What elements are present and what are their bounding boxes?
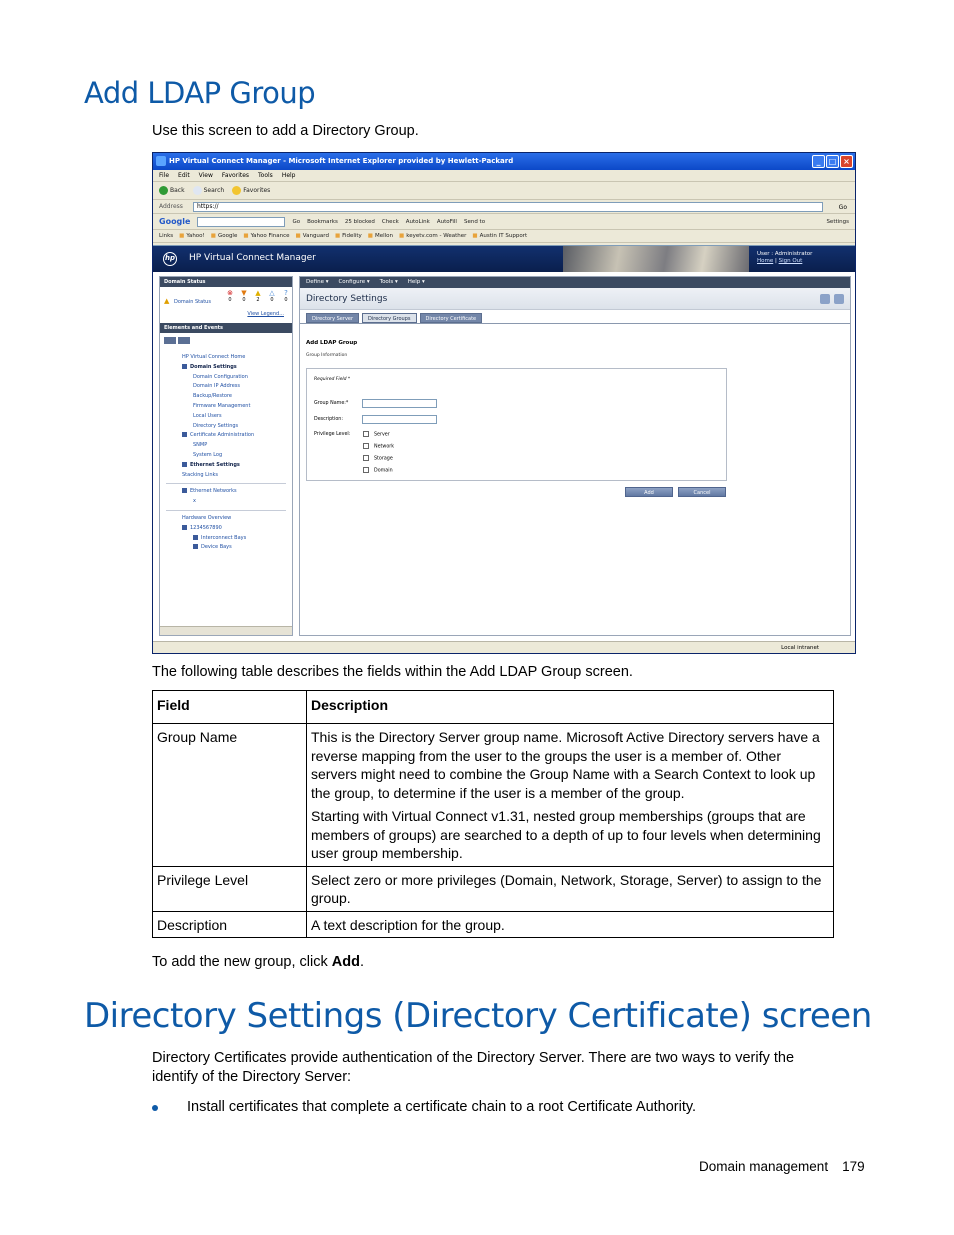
- vcm-header: [153, 246, 856, 272]
- menu-help-vc[interactable]: Help ▾: [407, 279, 425, 285]
- google-autofill[interactable]: AutoFill: [436, 219, 457, 225]
- address-input[interactable]: https://: [193, 202, 823, 212]
- add-instruction-end: .: [359, 954, 364, 970]
- checkbox-label: Storage: [374, 456, 393, 462]
- status-counters: [226, 289, 290, 303]
- tree-node[interactable]: [160, 524, 292, 534]
- back-icon: [159, 186, 168, 195]
- page-footer: [699, 1159, 865, 1174]
- back-label: Back: [170, 187, 185, 194]
- bullet-icon: [152, 1105, 158, 1111]
- add-instruction-bold: Add: [331, 954, 360, 970]
- tree-node[interactable]: [160, 451, 292, 461]
- link-weather[interactable]: ■ keyetv.com - Weather: [399, 230, 466, 242]
- tree-node[interactable]: [160, 353, 292, 363]
- page-number: 179: [842, 1159, 865, 1174]
- expand-icon[interactable]: [182, 432, 187, 437]
- google-sendto[interactable]: Send to: [463, 219, 486, 225]
- major-icon: ▼: [241, 289, 247, 297]
- ie-window-screenshot: [152, 152, 856, 654]
- user-line: User : Administrator: [757, 251, 813, 257]
- link-vanguard[interactable]: ■ Vanguard: [296, 230, 329, 242]
- window-title: HP Virtual Connect Manager - Microsoft Internet Explorer provided by Hewlett-Packard: [169, 157, 514, 165]
- tree-node[interactable]: [160, 471, 292, 481]
- star-icon: [232, 186, 241, 195]
- hp-logo-icon: hp: [163, 252, 177, 266]
- tree-node-label: x: [193, 498, 196, 505]
- checkbox-box[interactable]: [363, 443, 369, 449]
- info-count: 0: [270, 297, 274, 303]
- table-row: [153, 911, 834, 938]
- expand-icon[interactable]: [193, 544, 198, 549]
- tree-node-label: Certificate Administration: [190, 432, 255, 439]
- search-icon: [193, 186, 202, 195]
- warning-icon: ▲: [164, 297, 170, 305]
- critical-icon: ⊗: [227, 289, 233, 297]
- navigation-tree: [160, 333, 292, 553]
- section-title-add-ldap-group: Add LDAP Group: [84, 76, 316, 110]
- bullet-text: Install certificates that complete a certificate chain to a root Certificate Authority.: [187, 1099, 697, 1115]
- major-count: 0: [242, 297, 246, 303]
- menu-favorites[interactable]: Favorites: [221, 172, 250, 179]
- address-label: Address: [159, 203, 183, 210]
- minor-icon: ▲: [255, 289, 261, 297]
- table-row: [153, 866, 834, 911]
- link-google[interactable]: ■ Google: [211, 230, 238, 242]
- tree-node-label: System Log: [193, 451, 223, 458]
- description-cell: A text description for the group.: [307, 911, 834, 938]
- checkbox-label: Network: [374, 444, 395, 450]
- user-box: User : Administrator Home | Sign Out: [757, 251, 813, 264]
- checkbox-box[interactable]: [363, 455, 369, 461]
- expand-icon[interactable]: [182, 525, 187, 530]
- add-button[interactable]: Add: [625, 487, 673, 497]
- browser-menubar: [153, 170, 855, 182]
- google-logo: Google: [159, 217, 191, 226]
- tree-node-label: HP Virtual Connect Home: [182, 354, 246, 360]
- tree-node-label: 1234567890: [190, 524, 222, 531]
- group-name-label: Group Name:*: [314, 401, 349, 406]
- sidebar-scrollbar[interactable]: [160, 626, 292, 635]
- tree-node-label: Domain IP Address: [193, 383, 240, 390]
- browser-statusbar: [153, 641, 856, 654]
- checkbox-box[interactable]: [363, 467, 369, 473]
- expand-icon[interactable]: [182, 488, 187, 493]
- checkbox-server[interactable]: [363, 431, 390, 438]
- group-form: [306, 368, 727, 481]
- app-title: HP Virtual Connect Manager: [189, 253, 316, 263]
- tree-node[interactable]: [160, 382, 292, 392]
- links-bar: [153, 230, 855, 243]
- collapse-all-icon[interactable]: [178, 337, 190, 344]
- tree-node-label: Firmware Management: [193, 402, 251, 409]
- tree-node-label: Backup/Restore: [193, 393, 232, 400]
- search-button[interactable]: [193, 182, 225, 199]
- tree-node[interactable]: [160, 392, 292, 402]
- menu-configure[interactable]: Configure ▾: [338, 279, 370, 285]
- checkbox-label: Server: [374, 432, 390, 438]
- tree-node-label: Ethernet Networks: [190, 488, 237, 495]
- tree-node[interactable]: [160, 402, 292, 412]
- window-titlebar: [153, 153, 855, 170]
- tabs: [300, 310, 850, 324]
- favorites-label: Favorites: [243, 187, 271, 194]
- tree-node[interactable]: [160, 431, 292, 441]
- window-controls: [812, 155, 853, 168]
- expand-icon[interactable]: [182, 364, 187, 369]
- sidebar: [159, 276, 293, 636]
- tree-node[interactable]: [160, 441, 292, 451]
- ie-icon: [156, 156, 166, 166]
- tree-node[interactable]: [160, 497, 292, 507]
- google-autolink[interactable]: AutoLink: [405, 219, 430, 225]
- browser-viewport: [153, 245, 856, 641]
- close-icon[interactable]: ×: [840, 155, 853, 168]
- menu-edit[interactable]: Edit: [178, 172, 190, 179]
- menu-help[interactable]: Help: [281, 172, 296, 179]
- tree-toolbar: [160, 337, 292, 347]
- browser-toolbar: [153, 182, 855, 200]
- tree-node[interactable]: [160, 514, 292, 524]
- go-button[interactable]: Go: [838, 204, 847, 211]
- google-toolbar: [153, 214, 855, 230]
- tree-group-domain: [160, 353, 292, 480]
- tree-node[interactable]: [160, 543, 292, 553]
- description-label: Description:: [314, 417, 343, 422]
- checkbox-domain[interactable]: [363, 467, 393, 474]
- tree-node-label: Device Bays: [201, 544, 232, 551]
- section-title-directory-certificate: Directory Settings (Directory Certificate) screen: [84, 996, 872, 1036]
- google-bookmarks[interactable]: Bookmarks: [307, 219, 338, 225]
- fields-table: [152, 690, 834, 938]
- link-mellon[interactable]: ■ Mellon: [368, 230, 393, 242]
- minimize-icon[interactable]: _: [812, 155, 825, 168]
- address-bar: [153, 200, 855, 214]
- header-icons: [820, 294, 844, 304]
- tree-node[interactable]: [160, 422, 292, 432]
- tree-node[interactable]: [160, 461, 292, 471]
- tree-node-label: Ethernet Settings: [190, 461, 240, 468]
- field-cell: Description: [153, 911, 307, 938]
- status-zone: Local intranet: [781, 645, 819, 651]
- menu-view[interactable]: View: [198, 172, 213, 179]
- link-yahoo-finance[interactable]: ■ Yahoo Finance: [243, 230, 289, 242]
- tree-node-label: Stacking Links: [182, 471, 219, 478]
- field-cell: Privilege Level: [153, 866, 307, 911]
- col-description-header: Description: [307, 691, 834, 724]
- tree-node-label: Interconnect Bays: [201, 534, 247, 541]
- tree-node-label: Local Users: [193, 412, 222, 419]
- cancel-button[interactable]: Cancel: [678, 487, 726, 497]
- form-title: Add LDAP Group: [306, 340, 358, 346]
- description-cell: [307, 724, 834, 867]
- help-icon[interactable]: [834, 294, 844, 304]
- menu-tools-vc[interactable]: Tools ▾: [379, 279, 398, 285]
- expand-icon[interactable]: [193, 535, 198, 540]
- tree-node-label: Domain Settings: [190, 363, 237, 370]
- menu-tools[interactable]: Tools: [258, 172, 273, 179]
- info-icon: △: [269, 289, 275, 297]
- tree-separator: [166, 510, 286, 511]
- view-legend-link[interactable]: View Legend...: [247, 311, 284, 317]
- search-label: Search: [203, 187, 225, 194]
- header-photo: [563, 246, 749, 272]
- description-para: This is the Directory Server group name. Microsoft Active Directory servers have a reverse mapping from the user to the groups the user is a member of. Other servers might need to combine the Group Name with a Search Context to look up the group, to determine if the user is a member of the group.: [311, 729, 820, 801]
- favorites-button[interactable]: [232, 182, 270, 199]
- add-instruction: [152, 953, 842, 972]
- col-field-header: Field: [153, 691, 307, 724]
- privilege-label: Privilege Level:: [314, 432, 351, 437]
- table-intro-text: The following table describes the fields within the Add LDAP Group screen.: [152, 664, 633, 680]
- tree-node-label: Hardware Overview: [182, 514, 232, 521]
- page-header: [300, 288, 850, 310]
- add-instruction-text: To add the new group, click: [152, 954, 332, 970]
- print-icon[interactable]: [820, 294, 830, 304]
- tree-node-label: Directory Settings: [193, 422, 239, 429]
- tab-directory-groups[interactable]: Directory Groups: [362, 313, 416, 323]
- domain-status-heading: Domain Status: [160, 277, 292, 287]
- unknown-count: 0: [284, 297, 288, 303]
- tree-node[interactable]: [160, 412, 292, 422]
- group-name-input[interactable]: [362, 399, 437, 408]
- description-para: Starting with Virtual Connect v1.31, nested group memberships (groups that are members of groups) are searched to a depth of up to four levels when determining user group membership.: [311, 808, 821, 861]
- google-settings[interactable]: Settings: [826, 219, 849, 225]
- google-check[interactable]: Check: [381, 219, 399, 225]
- back-button[interactable]: [159, 182, 185, 199]
- minor-count: 2: [256, 297, 260, 303]
- tab-directory-server[interactable]: Directory Server: [306, 313, 359, 323]
- domain-status-panel: [160, 287, 292, 317]
- section2-text: Directory Certificates provide authentication of the Directory Server. There are two ways to verify the identify of the Directory Server:: [152, 1050, 795, 1085]
- elements-heading: Elements and Events: [160, 323, 292, 333]
- links-label: Links: [159, 233, 174, 239]
- tab-directory-certificate[interactable]: Directory Certificate: [420, 313, 483, 323]
- google-search-input[interactable]: [197, 217, 285, 227]
- link-yahoo[interactable]: ■ Yahoo!: [179, 230, 205, 242]
- expand-icon[interactable]: [182, 462, 187, 467]
- menu-define[interactable]: Define ▾: [306, 279, 329, 285]
- top-menu: [300, 277, 850, 288]
- field-cell: Group Name: [153, 724, 307, 867]
- checkbox-storage[interactable]: [363, 455, 393, 462]
- google-blocked[interactable]: 25 blocked: [344, 219, 375, 225]
- menu-file[interactable]: File: [159, 172, 170, 179]
- checkbox-label: Domain: [374, 468, 393, 474]
- content-pane: [299, 276, 851, 636]
- tree-group-networks: [160, 487, 292, 507]
- tree-node[interactable]: [160, 363, 292, 373]
- checkbox-box[interactable]: [363, 431, 369, 437]
- expand-all-icon[interactable]: [164, 337, 176, 344]
- tree-node[interactable]: [160, 373, 292, 383]
- tree-node[interactable]: [160, 487, 292, 497]
- signout-link[interactable]: Sign Out: [778, 258, 803, 264]
- unknown-icon: ?: [284, 289, 288, 297]
- description-cell: Select zero or more privileges (Domain, Network, Storage, Server) to assign to the group.: [307, 866, 834, 911]
- page-title: Directory Settings: [306, 294, 388, 304]
- critical-count: 0: [228, 297, 232, 303]
- link-austin-it[interactable]: ■ Austin IT Support: [472, 230, 527, 242]
- checkbox-network[interactable]: [363, 443, 394, 450]
- table-row: [153, 724, 834, 867]
- link-fidelity[interactable]: ■ Fidelity: [335, 230, 362, 242]
- description-input[interactable]: [362, 415, 437, 424]
- home-link[interactable]: Home: [757, 258, 774, 264]
- maximize-icon[interactable]: □: [826, 155, 839, 168]
- intro-text: Use this screen to add a Directory Group.: [152, 123, 419, 139]
- footer-section: Domain management: [699, 1159, 829, 1174]
- tree-node-label: Domain Configuration: [193, 373, 248, 380]
- domain-status-link[interactable]: Domain Status: [174, 299, 211, 305]
- tree-node[interactable]: [160, 534, 292, 544]
- tree-node-label: SNMP: [193, 442, 208, 449]
- google-go[interactable]: Go: [292, 219, 301, 225]
- required-note: Required Field *: [314, 377, 351, 382]
- table-header-row: [153, 691, 834, 724]
- tree-separator: [166, 483, 286, 484]
- form-subtitle: Group Information: [306, 353, 348, 358]
- tree-group-hardware: [160, 514, 292, 553]
